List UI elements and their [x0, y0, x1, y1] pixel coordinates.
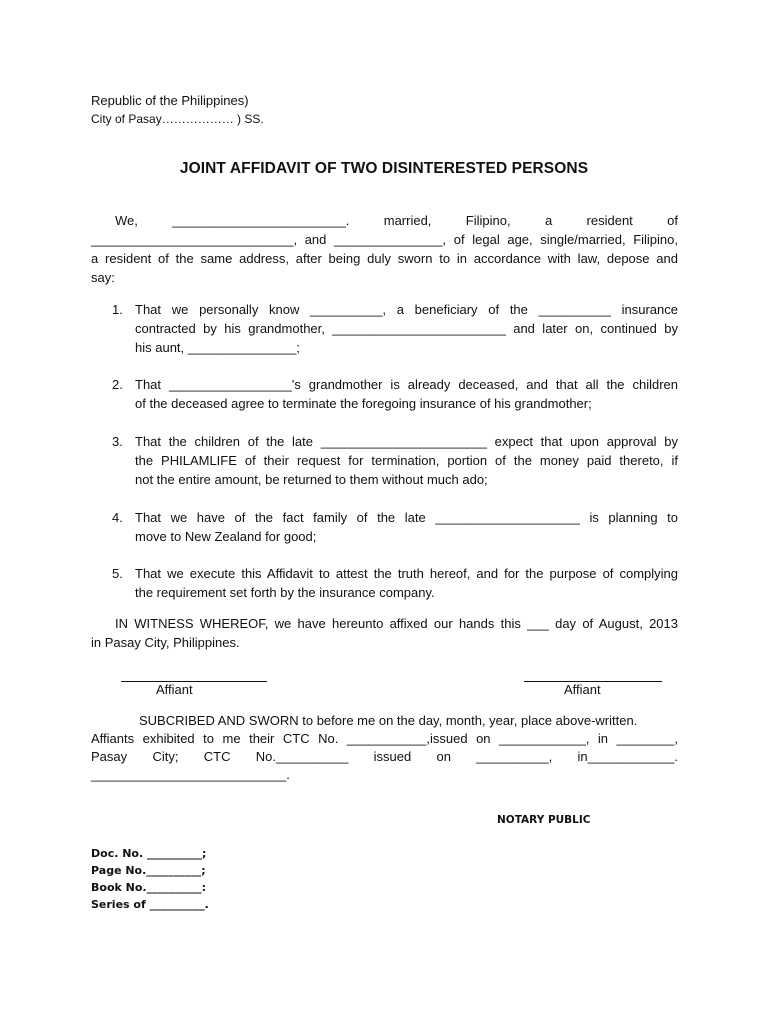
item-line: That the children of the late _______________________ expect that upon approval by: [135, 434, 678, 449]
jurat-line-2: Affiants exhibited to me their CTC No. ___________,issued on ____________, in ________,: [91, 731, 678, 746]
jurat-line-1: SUBCRIBED AND SWORN to before me on the day, month, year, place above-written.: [139, 713, 638, 728]
document-title: JOINT AFFIDAVIT OF TWO DISINTERESTED PERSONS: [179, 160, 589, 177]
affiant-label-left: Affiant: [156, 682, 193, 697]
notarial-register: [91, 845, 209, 913]
numbered-item-1: [112, 300, 678, 357]
numbered-item-4: [112, 508, 678, 546]
item-line: not the entire amount, be returned to them without much ado;: [135, 472, 488, 487]
jurat-line-4: ___________________________.: [91, 767, 290, 782]
item-number: 5.: [112, 566, 123, 581]
item-line: of the deceased agree to terminate the foregoing insurance of his grandmother;: [135, 396, 592, 411]
page-no: Page No.__________;: [91, 864, 206, 877]
intro-line-4: say:: [91, 270, 115, 285]
intro-paragraph: [91, 211, 678, 287]
item-line: That we personally know __________, a beneficiary of the __________ insurance: [135, 302, 678, 317]
item-line: That we execute this Affidavit to attest the truth hereof, and for the purpose of complying: [135, 566, 678, 581]
item-number: 1.: [112, 302, 123, 317]
witness-paragraph: [91, 614, 678, 652]
numbered-item-5: [112, 564, 678, 602]
affiant-label-right: Affiant: [564, 682, 601, 697]
item-line: the requirement set forth by the insurance company.: [135, 585, 435, 600]
venue-republic: Republic of the Philippines): [91, 93, 249, 108]
item-line: contracted by his grandmother, ________________________ and later on, continued by: [135, 321, 678, 336]
item-number: 2.: [112, 377, 123, 392]
item-line: his aunt, _______________;: [135, 340, 300, 355]
series-of: Series of __________.: [91, 898, 209, 911]
jurat-paragraph: [91, 712, 678, 784]
item-line: That we have of the fact family of the late ____________________ is planning to: [135, 510, 678, 525]
intro-line-2: ____________________________, and _______________, of legal age, single/married, Filipino,: [91, 232, 678, 247]
item-number: 3.: [112, 434, 123, 449]
numbered-item-2: [112, 375, 678, 413]
numbered-item-3: [112, 432, 678, 489]
jurat-line-3: Pasay City; CTC No.__________ issued on __________, in____________.: [91, 749, 678, 764]
witness-line-2: in Pasay City, Philippines.: [91, 635, 240, 650]
intro-line-3: a resident of the same address, after being duly sworn to in accordance with law, depose and: [91, 251, 678, 266]
book-no: Book No.__________:: [91, 881, 206, 894]
item-line: the PHILAMLIFE of their request for termination, portion of the money paid thereto, if: [135, 453, 678, 468]
doc-no: Doc. No. __________;: [91, 847, 207, 860]
affiant-signature-line-left: [121, 681, 267, 682]
item-line: That _________________'s grandmother is already deceased, and that all the children: [135, 377, 678, 392]
notary-public-label: NOTARY PUBLIC: [497, 814, 591, 826]
witness-line-1: IN WITNESS WHEREOF, we have hereunto affixed our hands this ___ day of August, 2013: [115, 616, 678, 631]
venue-city: City of Pasay……………… ) SS.: [91, 112, 264, 126]
intro-line-1: We, ________________________. married, Filipino, a resident of: [115, 213, 678, 228]
item-number: 4.: [112, 510, 123, 525]
item-line: move to New Zealand for good;: [135, 529, 317, 544]
